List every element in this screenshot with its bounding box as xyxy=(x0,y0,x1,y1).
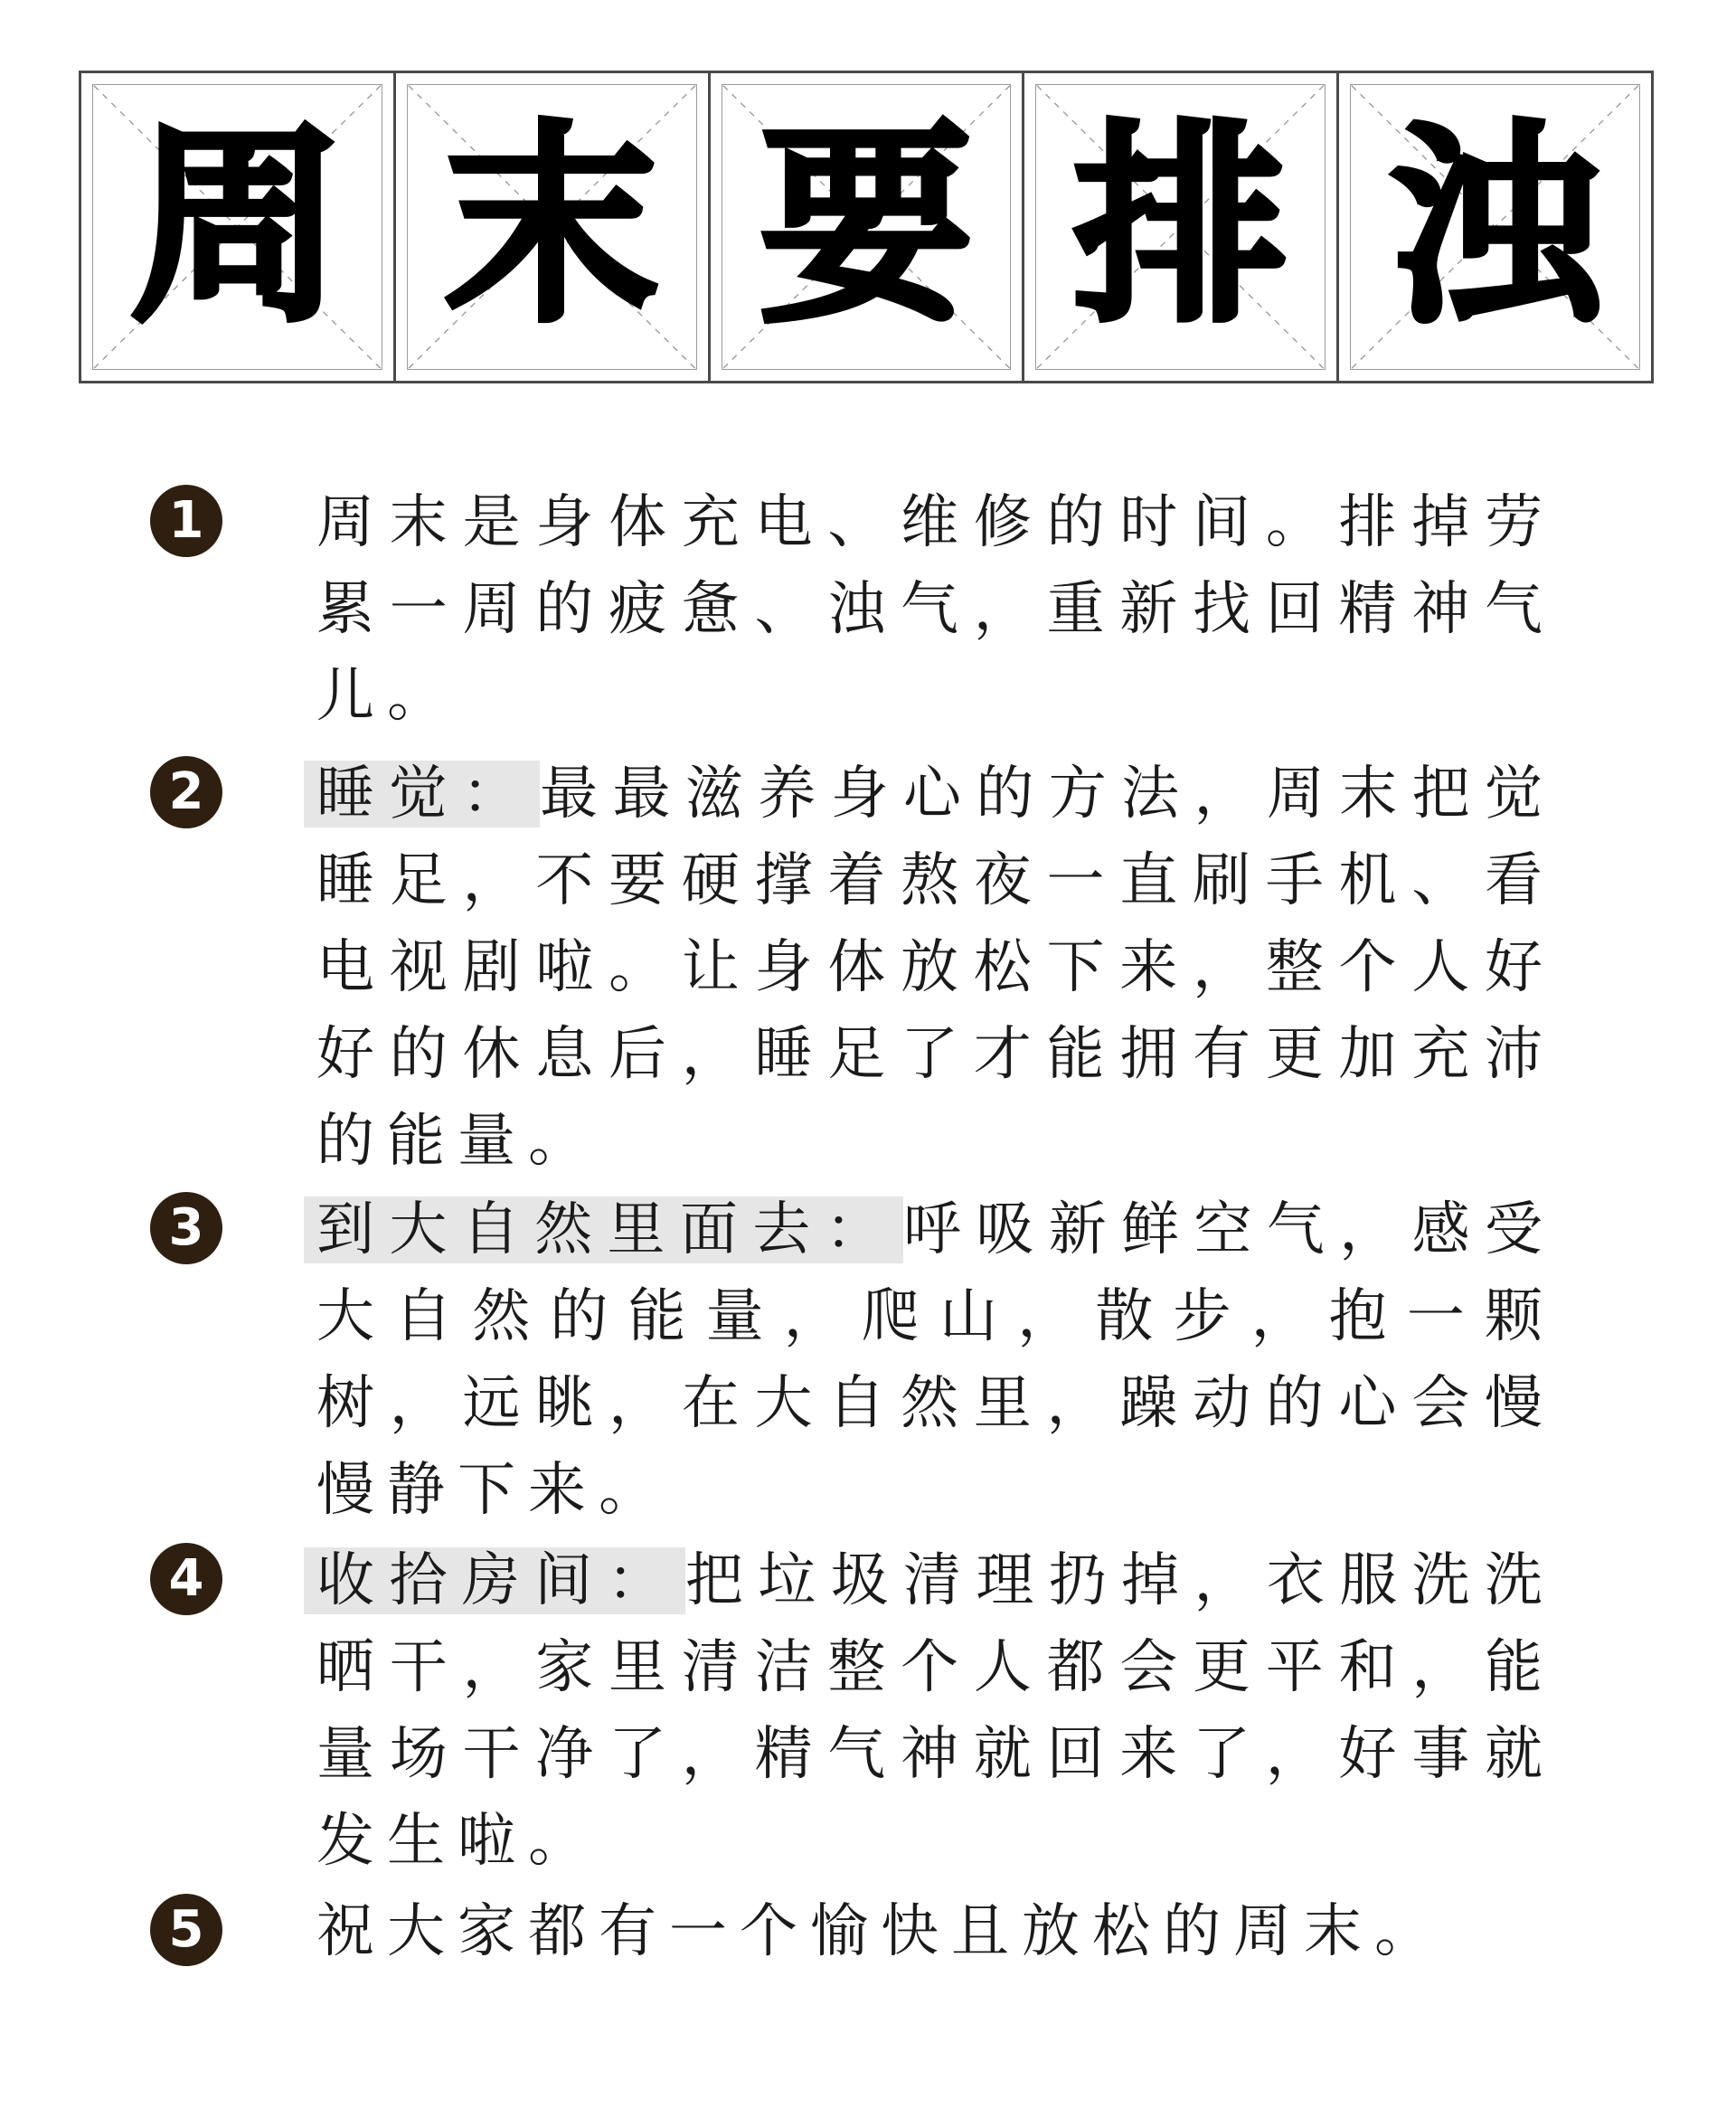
item-body: 把垃圾清理扔掉，衣服洗洗晒干，家里清洁整个人都会更平和，能量场干净了，精气神就回来了，好事就发生啦。 xyxy=(316,1547,1555,1875)
title-char: 排 xyxy=(1073,102,1288,351)
item-body: 呼吸新鲜空气，感受大自然的能量，爬山，散步，抱一颗树，远眺，在大自然里，躁动的心会慢慢静下来。 xyxy=(316,1196,1555,1524)
item-body: 周末是身体充电、维修的时间。排掉劳累一周的疲惫、浊气，重新找回精神气儿。 xyxy=(316,489,1555,730)
number-badge: 3 xyxy=(150,1192,222,1264)
number-badge: 4 xyxy=(150,1543,222,1615)
item-heading: 睡觉： xyxy=(304,761,540,828)
title-cell xyxy=(396,73,711,381)
number-badge: 2 xyxy=(150,756,222,828)
title-cell xyxy=(1024,73,1339,381)
title-char: 浊 xyxy=(1388,102,1602,351)
item-heading: 收拾房间： xyxy=(304,1547,685,1614)
item-text xyxy=(316,1187,1555,1534)
title-char: 末 xyxy=(445,102,659,351)
title-cell xyxy=(1339,73,1651,381)
title-cell xyxy=(81,73,396,381)
number-badge: 5 xyxy=(150,1894,222,1966)
item-text xyxy=(316,479,1555,740)
title-char: 周 xyxy=(130,102,344,351)
item-body: 祝大家都有一个愉快且放松的周末。 xyxy=(316,1898,1445,1965)
title-cell xyxy=(711,73,1025,381)
number-badge: 1 xyxy=(150,485,222,557)
item-text xyxy=(316,1537,1555,1885)
item-body: 最最滋养身心的方法，周末把觉睡足，不要硬撑着熬夜一直刷手机、看电视剧啦。让身体放松下来，整个人好好的休息后，睡足了才能拥有更加充沛的能量。 xyxy=(316,761,1555,1175)
item-text xyxy=(316,751,1555,1185)
title-char: 要 xyxy=(759,102,973,351)
item-text xyxy=(316,1888,1555,1975)
title-grid xyxy=(79,71,1654,383)
item-heading: 到大自然里面去： xyxy=(304,1196,903,1263)
